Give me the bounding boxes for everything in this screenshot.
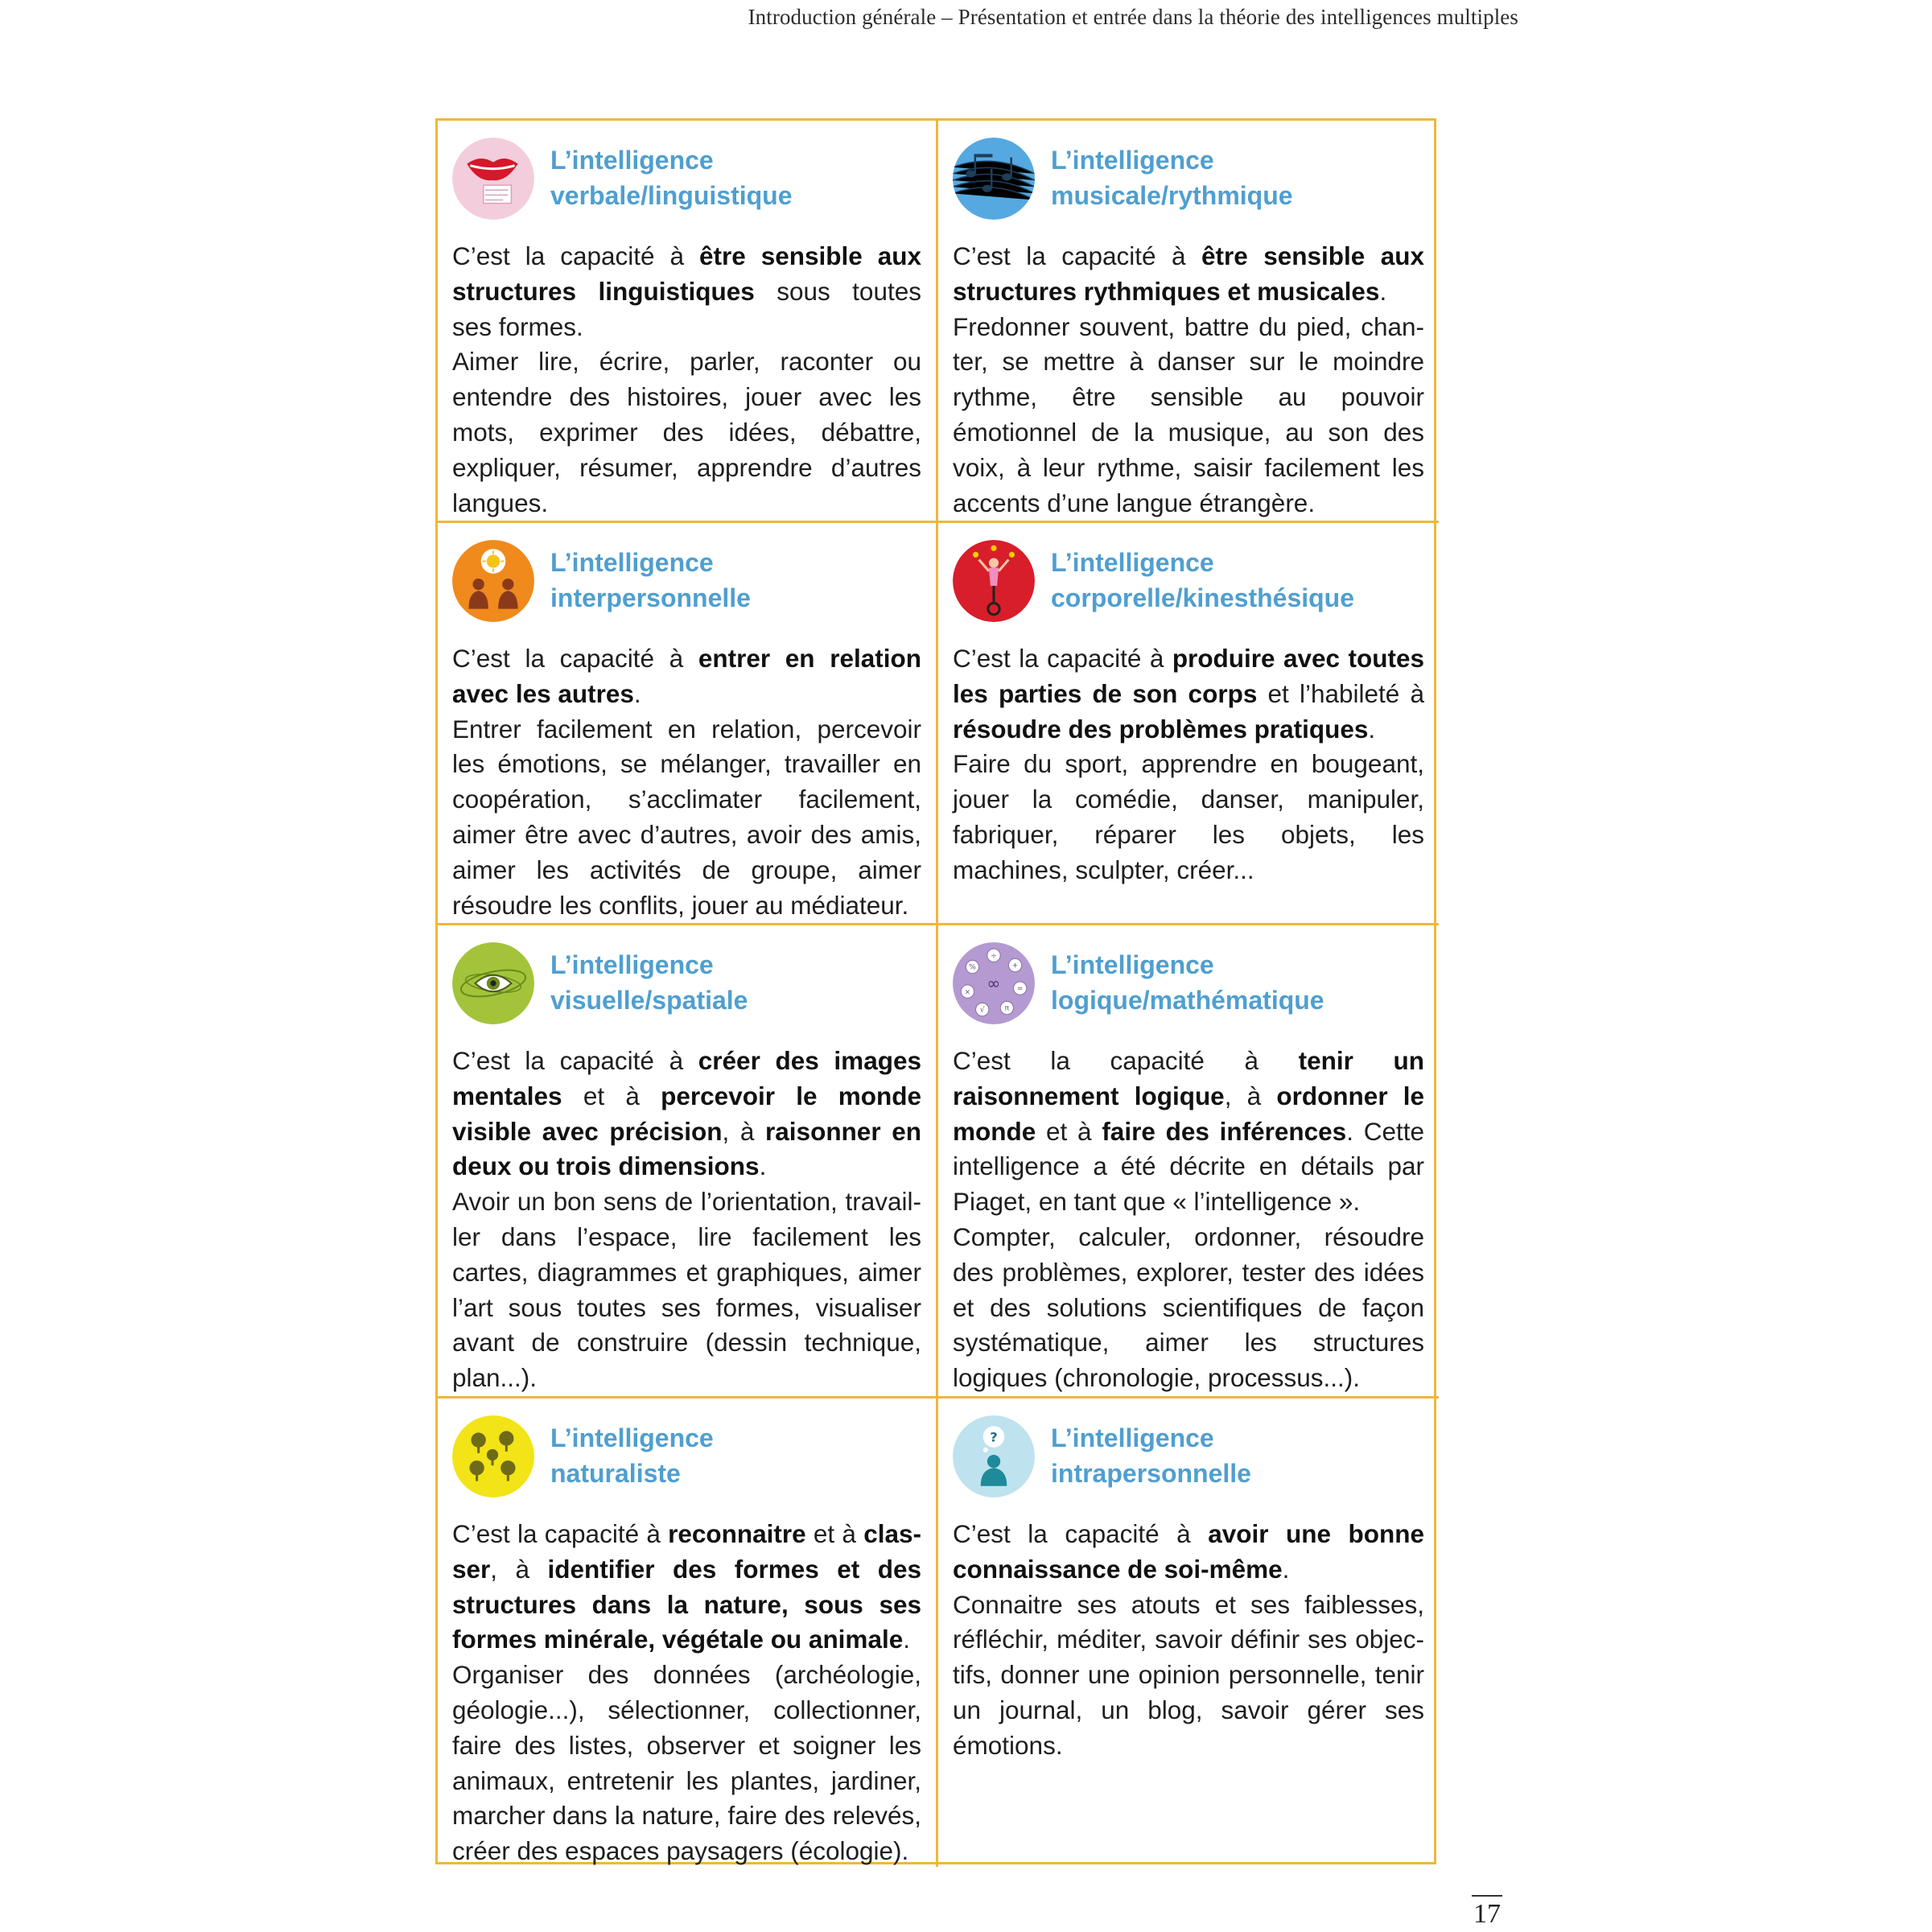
- cell-title-line2: visuelle/spatiale: [550, 986, 748, 1015]
- cell-definition: C’est la capacité à avoir une bonne connaissance de soi-même.: [953, 1519, 1424, 1584]
- svg-text:+: +: [1011, 961, 1019, 970]
- cell-title-line2: logique/mathématique: [1051, 986, 1324, 1015]
- cell-examples: Connaitre ses atouts et ses faiblesses, réfléchir, méditer, savoir définir ses objectifs, donner une opinion personnelle, tenir un journal, un blog, savoir gérer ses émotions.: [953, 1589, 1424, 1760]
- cell-definition: C’est la capacité à produire avec toutes les parties de son corps et l’habileté à résoudre des problèmes pratiques.: [953, 644, 1424, 744]
- cell-definition: C’est la capacité à reconnaitre et à classer, à identifier des formes et des structures dans la nature, sous ses formes minérale, végétale ou animale.: [452, 1519, 922, 1654]
- cell-title-line2: corporelle/kinesthésique: [1051, 583, 1355, 612]
- svg-text:×: ×: [964, 987, 971, 997]
- running-header: Introduction générale – Présentation et entrée dans la théorie des intelligences multiples: [748, 5, 1518, 29]
- svg-text:÷: ÷: [991, 951, 997, 961]
- cell-title-line1: L’intelligence: [1051, 146, 1214, 175]
- svg-text:∞: ∞: [987, 974, 1001, 994]
- cell-title-line2: naturaliste: [550, 1459, 681, 1488]
- cell-title-line2: musicale/rythmique: [1051, 181, 1293, 210]
- cell-examples: Aimer lire, écrire, parler, raconter ou entendre des histoires, jouer avec les mots, exprimer des idées, débattre, expliquer, résumer, apprendre d’autres langues.: [452, 347, 921, 517]
- cell-title-line2: verbale/linguistique: [550, 181, 793, 210]
- music-notes-icon: [953, 138, 1035, 220]
- lips-scroll-icon: [452, 138, 534, 220]
- cell-definition: C’est la capacité à être sensible aux structures rythmiques et musicales.: [953, 241, 1424, 306]
- cell-title-line1: L’intelligence: [550, 146, 714, 175]
- cell-bodily-kinesthetic: [938, 523, 1439, 925]
- math-symbols-icon: [953, 942, 1035, 1024]
- cell-title-line2: interpersonnelle: [550, 583, 751, 612]
- svg-text:%: %: [969, 962, 976, 972]
- thinking-person-icon: [953, 1415, 1035, 1497]
- cell-title-line1: L’intelligence: [1051, 548, 1214, 577]
- people-sun-icon: [452, 540, 534, 622]
- cell-verbal-linguistic: [438, 121, 938, 523]
- cell-intrapersonal: [938, 1399, 1439, 1867]
- svg-text:?: ?: [990, 1429, 998, 1445]
- cell-naturalist: [438, 1399, 938, 1867]
- intelligences-table: [435, 118, 1436, 1864]
- cell-musical-rhythmic: [938, 121, 1439, 523]
- cell-definition: C’est la capacité à tenir un raisonnement logique, à ordonner le monde et à faire des inférences. Cette intelligence a été décrite en détails par Piaget, en tant que « l’intelligence ».: [953, 1046, 1425, 1217]
- cell-examples: Fredonner souvent, battre du pied, chanter, se mettre à danser sur le moindre rythme, être sensible au pouvoir émotionnel de la musique, au son des voix, à leur rythme, saisir facilement les accents d’une langue étrangère.: [953, 311, 1424, 517]
- cell-title-line2: intrapersonnelle: [1051, 1459, 1251, 1488]
- svg-text:π: π: [1004, 1003, 1010, 1013]
- juggler-unicycle-icon: [953, 540, 1035, 622]
- cell-definition: C’est la capacité à créer des images mentales et à percevoir le monde visible avec précision, à raisonner en deux ou trois dimensions.: [452, 1046, 921, 1181]
- cell-examples: Entrer facilement en relation, percevoir les émotions, se mélanger, travailler en coopération, s’acclimater facilement, aimer être avec d’autres, avoir des amis, aimer les activités de groupe, aimer résoudre les conflits, jouer au médiateur.: [452, 714, 921, 920]
- cell-interpersonal: [438, 523, 938, 925]
- cell-title-line1: L’intelligence: [550, 950, 714, 979]
- svg-text:√: √: [979, 1005, 985, 1015]
- cell-title-line1: L’intelligence: [1051, 950, 1214, 979]
- cell-logical-mathematical: [938, 925, 1439, 1399]
- svg-text:=: =: [1016, 984, 1024, 994]
- page-number: 17: [1472, 1895, 1502, 1932]
- cell-definition: C’est la capacité à être sensible aux structures linguistiques sous toutes ses formes.: [452, 241, 921, 341]
- cell-title-line1: L’intelligence: [550, 548, 714, 577]
- cell-title-line1: L’intelligence: [1051, 1423, 1214, 1452]
- cell-examples: Compter, calculer, ordonner, résoudre des problèmes, explorer, tester des idées et des solutions scientifiques de façon systématique, aimer les structures logiques (chronologie, processus...).: [953, 1221, 1424, 1393]
- cell-examples: Faire du sport, apprendre en bougeant, jouer la comédie, danser, manipuler, fabriquer, réparer les objets, les machines, sculpter, créer...: [953, 749, 1424, 884]
- cell-definition: C’est la capacité à entrer en relation avec les autres.: [452, 644, 921, 708]
- cell-visual-spatial: [438, 925, 938, 1399]
- eye-orbit-icon: [452, 942, 534, 1024]
- trees-icon: [452, 1415, 534, 1497]
- cell-title-line1: L’intelligence: [550, 1423, 714, 1452]
- cell-examples: Avoir un bon sens de l’orientation, travailler dans l’espace, lire facilement les cartes, diagrammes et graphiques, aimer l’art sous toutes ses formes, visualiser avant de construire (dessin technique, plan...).: [452, 1187, 921, 1393]
- cell-examples: Organiser des données (archéologie, géologie...), sélectionner, collectionner, faire des listes, observer et soigner les animaux, entretenir les plantes, jardiner, marcher dans la nature, faire des relevés, créer des espaces paysagers (écologie).: [452, 1660, 921, 1866]
